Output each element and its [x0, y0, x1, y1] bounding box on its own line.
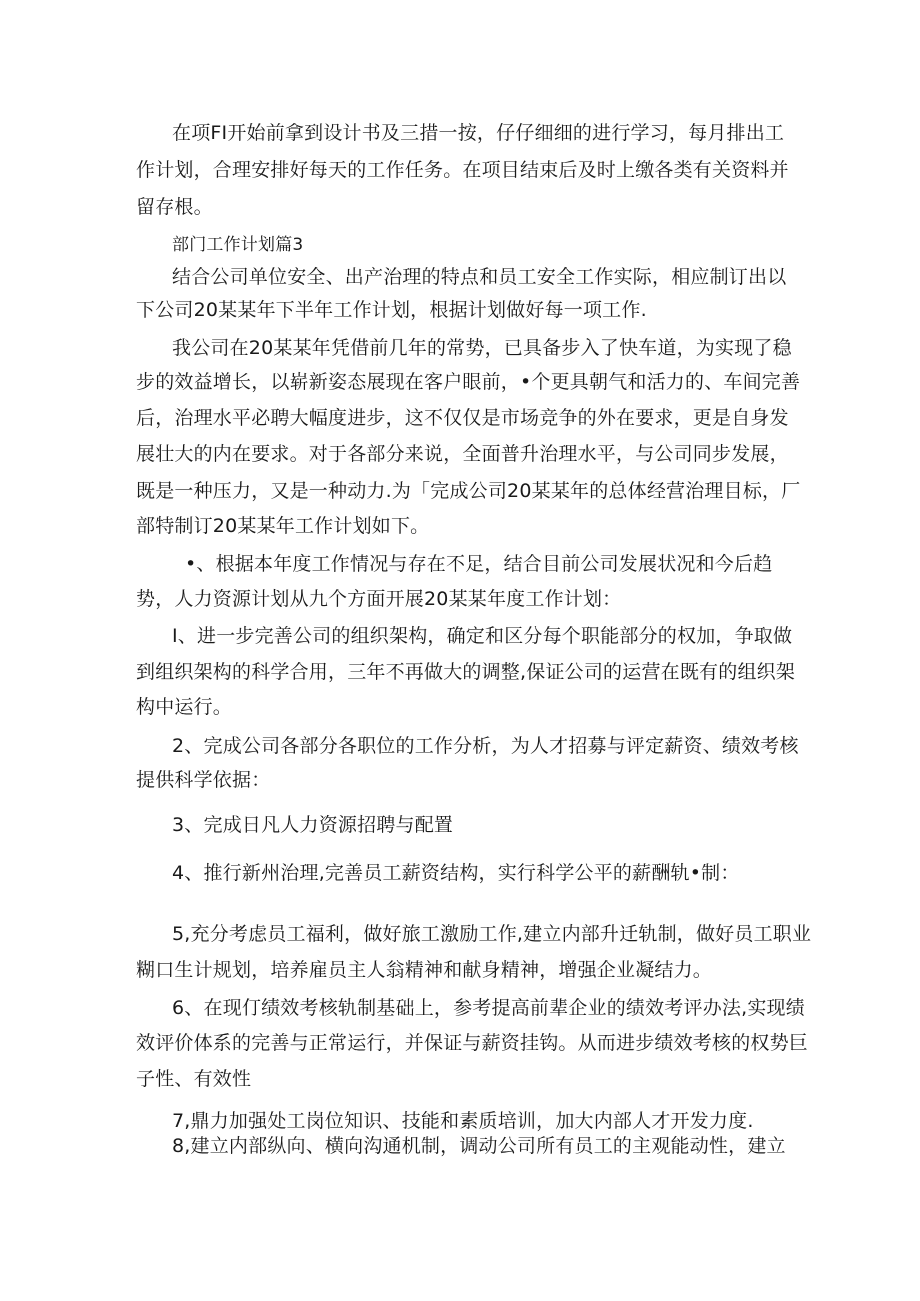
paragraph-line: 结合公司单位安全、出产治理的特点和员工安全工作实际，相应制订出以 — [172, 266, 787, 288]
list-item: 2、完成公司各部分各职位的工作分析，为人才招募与评定薪资、绩效考核 — [172, 735, 799, 757]
paragraph-line: 在项FI开始前拿到设计书及三措一按，仔仔细细的进行学习，每月排出工 — [172, 122, 785, 144]
list-item: 8,建立内部纵向、横向沟通机制，调动公司所有员工的主观能动性，建立 — [172, 1135, 786, 1157]
list-item: 4、推行新州治理,完善员工薪资结构，实行科学公平的薪酬轨•制： — [172, 862, 740, 884]
paragraph-line: 留存根。 — [136, 196, 213, 218]
paragraph-line: 我公司在20某某年凭借前几年的常势，已具备步入了快车道，为实现了稳 — [172, 337, 792, 359]
list-item: I、进一步完善公司的组织架构，确定和区分每个职能部分的权加，争取做 — [172, 625, 793, 647]
list-item-continuation: 构中运行。 — [136, 696, 233, 718]
list-item-continuation: 子性、有效性 — [136, 1068, 252, 1090]
list-item-continuation: 效评价体系的完善与正常运行，并保证与薪资挂钩。从而进步绩效考核的权势巨 — [136, 1032, 809, 1054]
paragraph-line: 作计划，合理安排好每天的工作任务。在项目结束后及时上缴各类有关资料并 — [136, 159, 789, 181]
paragraph-line: 部特制订20某某年工作计划如下。 — [136, 515, 430, 537]
paragraph-line: 势，人力资源计划从九个方面开展20某某年度工作计划： — [136, 588, 622, 610]
list-item-continuation: 糊口生计规划，培养雇员主人翁精神和献身精神，增强企业凝结力。 — [136, 959, 713, 981]
list-item-continuation: 到组织架构的科学合用，三年不再做大的调整,保证公司的运营在既有的组织架 — [136, 661, 796, 683]
list-item: 5,充分考虑员工福利，做好旅工激励工作,建立内部升迁轨制，做好员工职业 — [172, 923, 812, 945]
paragraph-line: •、根据本年度工作情况与存在不足，结合目前公司发展状况和今后趋 — [185, 553, 773, 575]
paragraph-line: 步的效益增长，以崭新姿态展现在客户眼前，•个更具朝气和活力的、车间完善 — [136, 371, 801, 393]
list-item: 3、完成日凡人力资源招聘与配置 — [172, 814, 454, 836]
paragraph-line: 下公司20某某年下半年工作计划，根据计划做好每一项工作. — [136, 299, 647, 321]
list-item: 7,鼎力加强处工岗位知识、技能和素质培训，加大内部人才开发力度. — [172, 1110, 754, 1132]
paragraph-line: 展壮大的内在要求。对于各部分来说，全面普升治理水平，与公司同步发展， — [136, 443, 789, 465]
list-item-continuation: 提供科学依据： — [136, 769, 271, 791]
list-item: 6、在现仃绩效考核轨制基础上，参考提高前辈企业的绩效考评办法,实现绩 — [172, 997, 805, 1019]
paragraph-line: 后，治理水平必聘大幅度进步，这不仅仅是市场竞争的外在要求，更是自身发 — [136, 407, 789, 429]
paragraph-line: 既是一种压力，又是一种动力.为「完成公司20某某年的总体经营治理目标，厂 — [136, 480, 801, 502]
section-heading: 部门工作计划篇3 — [172, 235, 304, 255]
